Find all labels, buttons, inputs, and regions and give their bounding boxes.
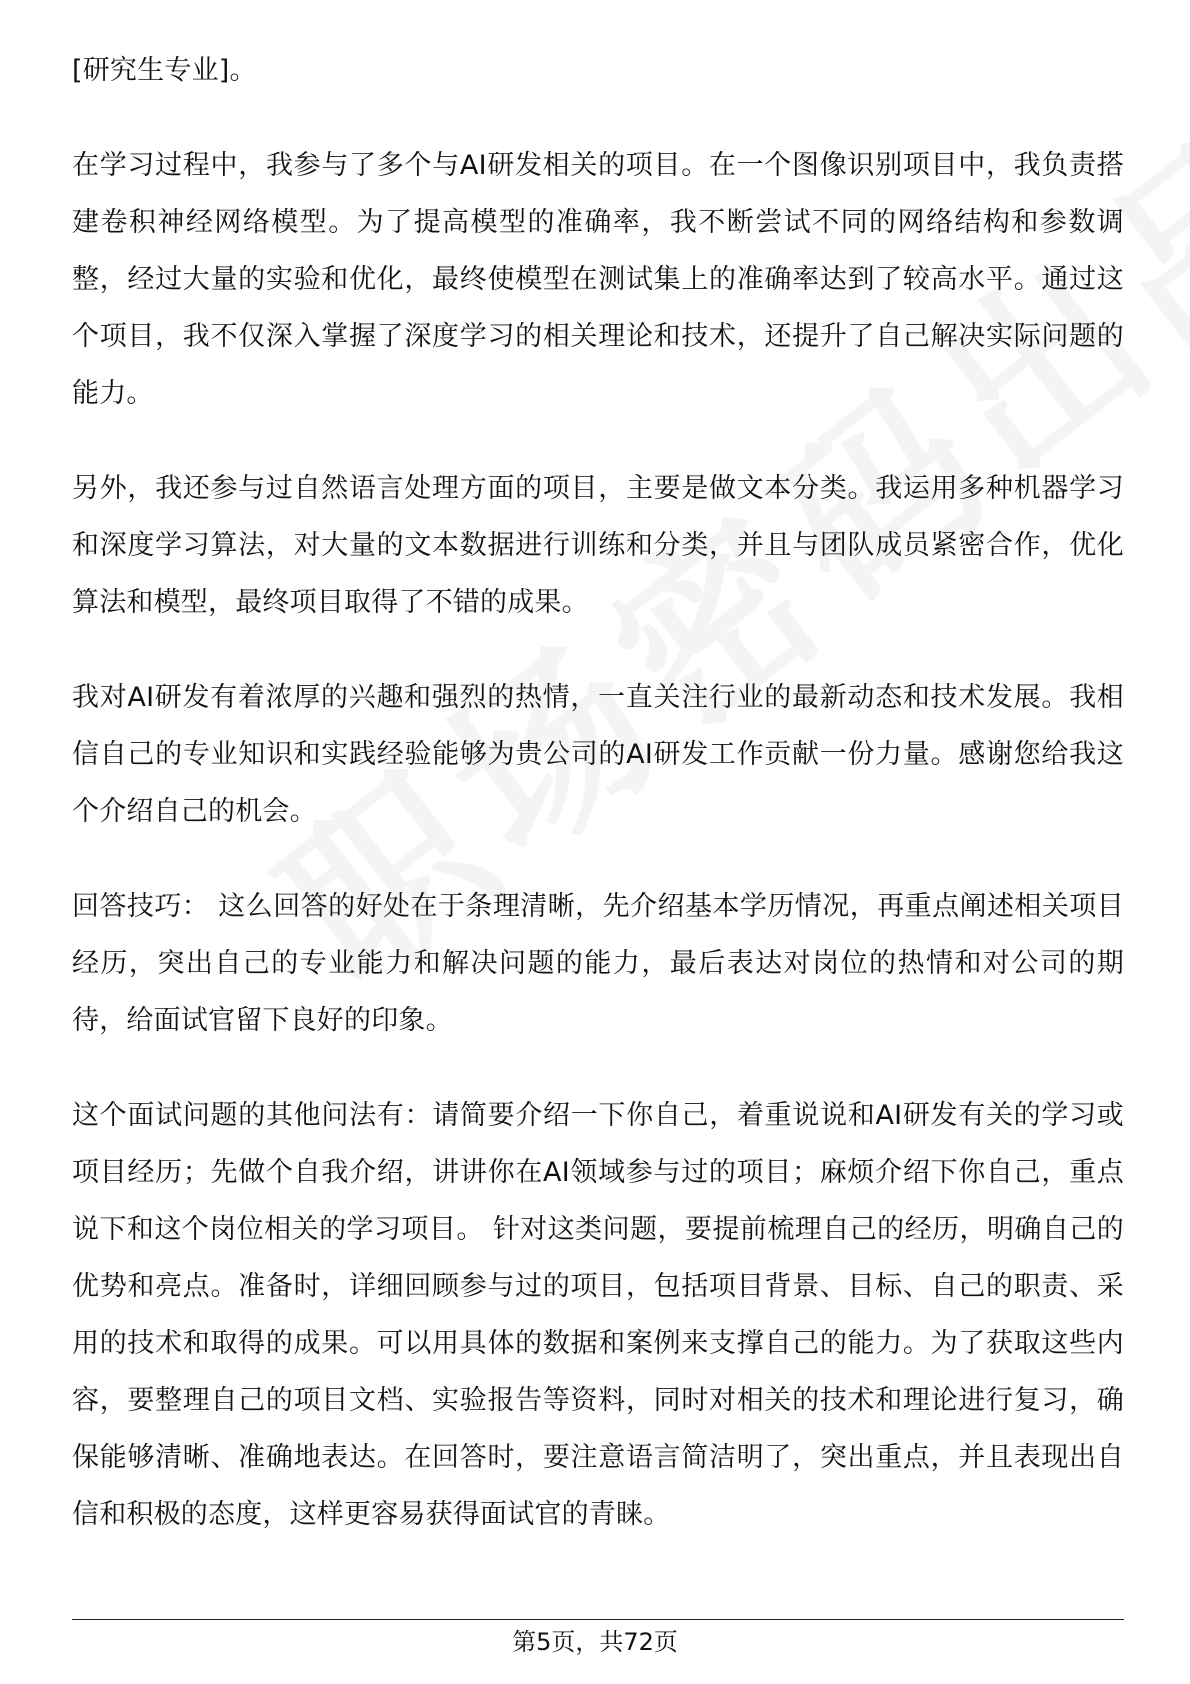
footer-divider — [72, 1619, 1124, 1620]
page-number: 第5页，共72页 — [512, 1628, 678, 1656]
document-body — [72, 42, 1124, 1581]
paragraph-answer-tips: 回答技巧： 这么回答的好处在于条理清晰，先介绍基本学历情况，再重点阐述相关项目经历，突出自己的专业能力和解决问题的能力，最后表达对岗位的热情和对公司的期待，给面试官留下良好的印象。 — [72, 891, 1124, 1036]
paragraph-degree-line: [研究生专业]。 — [72, 55, 257, 86]
paragraph-nlp-project: 另外，我还参与过自然语言处理方面的项目，主要是做文本分类。我运用多种机器学习和深度学习算法，对大量的文本数据进行训练和分类，并且与团队成员紧密合作，优化算法和模型，最终项目取得了不错的成果。 — [72, 473, 1124, 618]
paragraph-image-recognition-project: 在学习过程中，我参与了多个与AI研发相关的项目。在一个图像识别项目中，我负责搭建卷积神经网络模型。为了提高模型的准确率，我不断尝试不同的网络结构和参数调整，经过大量的实验和优化，最终使模型在测试集上的准确率达到了较高水平。通过这个项目，我不仅深入掌握了深度学习的相关理论和技术，还提升了自己解决实际问题的能力。 — [72, 150, 1124, 409]
paragraph-alternative-questions: 这个面试问题的其他问法有：请简要介绍一下你自己，着重说说和AI研发有关的学习或项目经历；先做个自我介绍，讲讲你在AI领域参与过的项目；麻烦介绍下你自己，重点说下和这个岗位相关的学习项目。 针对这类问题，要提前梳理自己的经历，明确自己的优势和亮点。准备时，详细回顾参与过的项目，包括项目背景、目标、自己的职责、采用的技术和取得的成果。可以用具体的数据和案例来支撑自己的能力。为了获取这些内容，要整理自己的项目文档、实验报告等资料，同时对相关的技术和理论进行复习，确保能够清晰、准确地表达。在回答时，要注意语言简洁明了，突出重点，并且表现出自信和积极的态度，这样更容易获得面试官的青睐。 — [72, 1100, 1124, 1530]
paragraph-interest-closing: 我对AI研发有着浓厚的兴趣和强烈的热情，一直关注行业的最新动态和技术发展。我相信自己的专业知识和实践经验能够为贵公司的AI研发工作贡献一份力量。感谢您给我这个介绍自己的机会。 — [72, 682, 1124, 827]
